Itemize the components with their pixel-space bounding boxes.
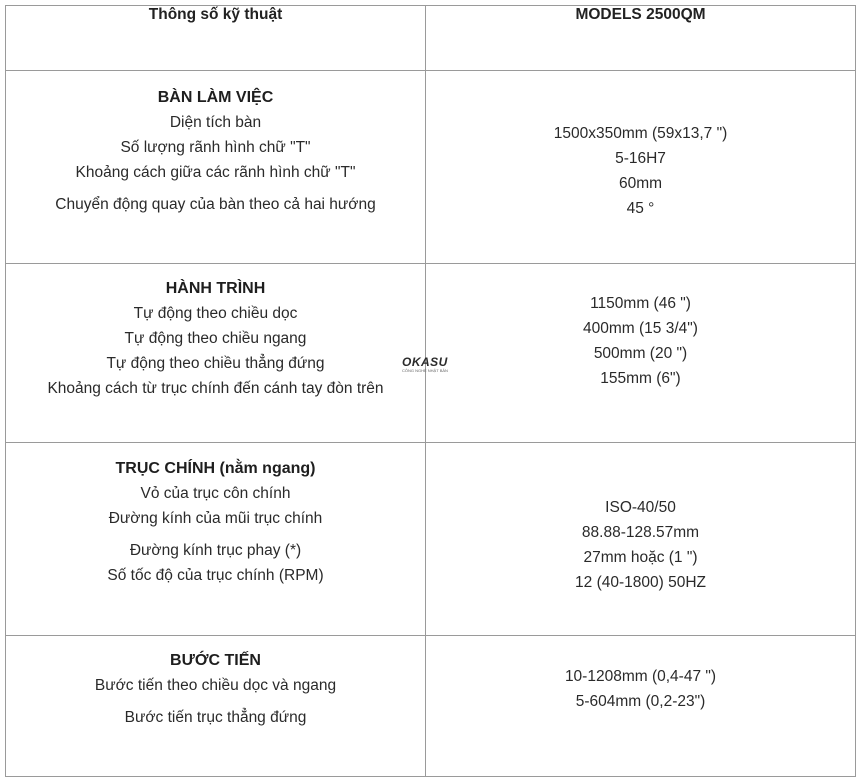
- section-title: HÀNH TRÌNH: [165, 280, 266, 297]
- spec-label: Tự động theo chiều ngang: [124, 330, 307, 347]
- spec-label: Bước tiến theo chiều dọc và ngang: [94, 677, 337, 694]
- watermark-logo: OKASU: [402, 355, 448, 369]
- spec-label: Chuyển động quay của bàn theo cả hai hướng: [55, 196, 376, 213]
- spec-label: Số lượng rãnh hình chữ "T": [120, 139, 311, 156]
- spec-value: 1150mm (46 "): [590, 295, 691, 312]
- spec-value: 10-1208mm (0,4-47 "): [564, 668, 717, 685]
- section-title: TRỤC CHÍNH (nằm ngang): [115, 460, 316, 477]
- watermark-subtitle: CÔNG NGHỆ NHẬT BẢN: [402, 368, 448, 373]
- section-row: [6, 443, 856, 636]
- spec-label: Tự động theo chiều thẳng đứng: [106, 355, 325, 372]
- section-values: [426, 443, 856, 636]
- section-title: BÀN LÀM VIỆC: [157, 89, 274, 106]
- section-row: [6, 636, 856, 777]
- spec-label: Đường kính của mũi trục chính: [108, 510, 323, 527]
- header-row: [6, 6, 856, 71]
- section-values: [426, 71, 856, 264]
- spec-value: 5-16H7: [615, 150, 666, 167]
- spec-value: 400mm (15 3/4"): [583, 320, 698, 337]
- spec-table: [5, 5, 856, 777]
- spec-label: Tự động theo chiều dọc: [133, 305, 298, 322]
- section-labels: [6, 443, 426, 636]
- spec-label: Khoảng cách giữa các rãnh hình chữ "T": [75, 164, 356, 181]
- header-right: MODELS 2500QM: [426, 6, 856, 71]
- spec-value: ISO-40/50: [605, 499, 676, 516]
- section-labels: [6, 264, 426, 443]
- spec-value: 500mm (20 "): [593, 345, 688, 362]
- spec-value: 1500x350mm (59x13,7 "): [553, 125, 728, 142]
- section-values: [426, 264, 856, 443]
- spec-value: 45 °: [626, 200, 655, 217]
- spec-value: 155mm (6"): [600, 370, 681, 387]
- spec-label: Đường kính trục phay (*): [129, 542, 302, 559]
- section-row: [6, 71, 856, 264]
- spec-label: Khoảng cách từ trục chính đến cánh tay đòn trên: [47, 380, 384, 397]
- section-labels: [6, 636, 426, 777]
- section-labels: [6, 71, 426, 264]
- spec-label: Diện tích bàn: [169, 114, 262, 131]
- spec-value: 5-604mm (0,2-23"): [575, 693, 706, 710]
- brand-watermark: [402, 356, 462, 374]
- spec-value: 60mm: [618, 175, 663, 192]
- spec-label: Bước tiến trục thẳng đứng: [124, 709, 307, 726]
- section-title: BƯỚC TIẾN: [170, 652, 261, 669]
- spec-label: Số tốc độ của trục chính (RPM): [107, 567, 324, 584]
- header-left: Thông số kỹ thuật: [6, 6, 426, 71]
- section-values: [426, 636, 856, 777]
- spec-value: 27mm hoặc (1 "): [583, 549, 698, 566]
- spec-value: 88.88-128.57mm: [581, 524, 700, 541]
- spec-value: 12 (40-1800) 50HZ: [575, 574, 706, 591]
- section-row: [6, 264, 856, 443]
- spec-label: Vỏ của trục côn chính: [140, 485, 291, 502]
